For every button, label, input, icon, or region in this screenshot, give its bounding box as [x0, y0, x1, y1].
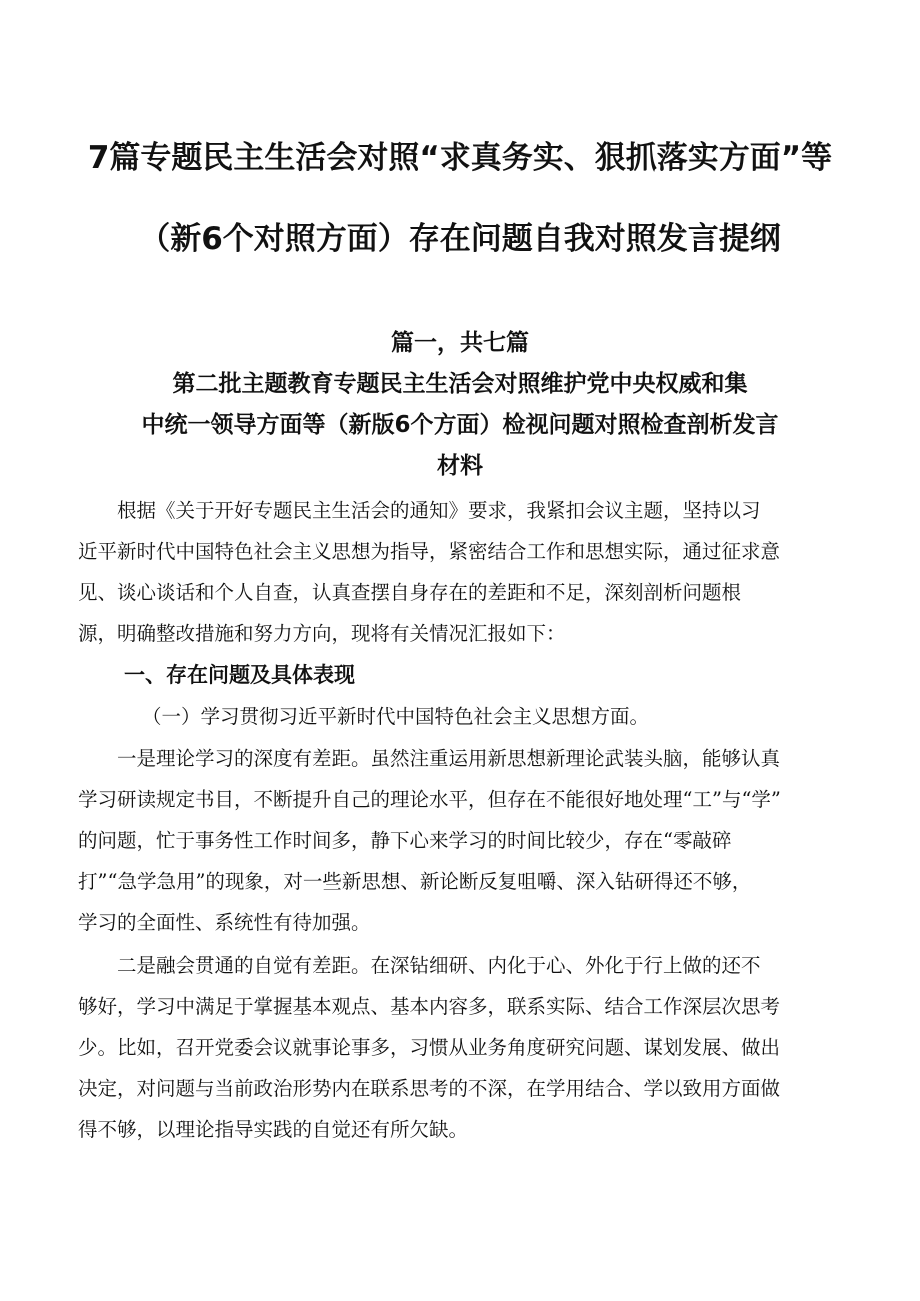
- section-heading-line-2: 中统一领导方面等（新版6个方面）检视问题对照检查剖析发言: [141, 412, 779, 438]
- paragraph-line: 近平新时代中国特色社会主义思想为指导，紧密结合工作和思想实际，通过征求意: [78, 540, 781, 563]
- part1-paragraph-1: [78, 738, 858, 943]
- paragraph-line: 少。比如，召开党委会议就事论事多，习惯从业务角度研究问题、谋划发展、做出: [78, 1036, 781, 1059]
- paragraph-line: 得不够，以理论指导实践的自觉还有所欠缺。: [78, 1118, 469, 1141]
- paragraph-line: 的问题，忙于事务性工作时间多，静下心来学习的时间比较少，存在“零敲碎: [78, 829, 732, 852]
- document-title-line-1: 7篇专题民主生活会对照“求真务实、狠抓落实方面”等: [87, 140, 833, 176]
- paragraph-line: 根据《关于开好专题民主生活会的通知》要求，我紧扣会议主题，坚持以习: [78, 499, 761, 522]
- document-title-line-2: （新6个对照方面）存在问题自我对照发言提纲: [139, 221, 781, 257]
- section-heading-line-1: 第二批主题教育专题民主生活会对照维护党中央权威和集: [172, 371, 748, 397]
- paragraph-line: 学习的全面性、系统性有待加强。: [78, 911, 371, 934]
- paragraph-line: 见、谈心谈话和个人自查，认真查摆自身存在的差距和不足，深刻剖析问题根: [78, 581, 742, 604]
- paragraph-line: 打”“急学急用”的现象，对一些新思想、新论断反复咀嚼、深入钻研得还不够，: [78, 870, 752, 893]
- paragraph-line: 决定，对问题与当前政治形势内在联系思考的不深，在学用结合、学以致用方面做: [78, 1077, 781, 1100]
- part1-paragraph-2: [78, 945, 858, 1150]
- section-label: 篇一，共七篇: [391, 330, 529, 356]
- paragraph-line: 源，明确整改措施和努力方向，现将有关情况汇报如下：: [78, 622, 566, 645]
- paragraph-line: 一是理论学习的深度有差距。虽然注重运用新思想新理论武装头脑，能够认真: [78, 747, 781, 770]
- paragraph-line: 二是融会贯通的自觉有差距。在深钻细研、内化于心、外化于行上做的还不: [78, 954, 761, 977]
- section-heading-line-3: 材料: [437, 453, 483, 479]
- part1-subheading: （一）学习贯彻习近平新时代中国特色社会主义思想方面。: [142, 705, 650, 728]
- part1-heading: 一、存在问题及具体表现: [124, 663, 355, 687]
- intro-paragraph: [78, 490, 858, 654]
- paragraph-line: 学习研读规定书目，不断提升自己的理论水平，但存在不能很好地处理“工”与“学”: [78, 788, 781, 811]
- paragraph-line: 够好，学习中满足于掌握基本观点、基本内容多，联系实际、结合工作深层次思考: [78, 995, 781, 1018]
